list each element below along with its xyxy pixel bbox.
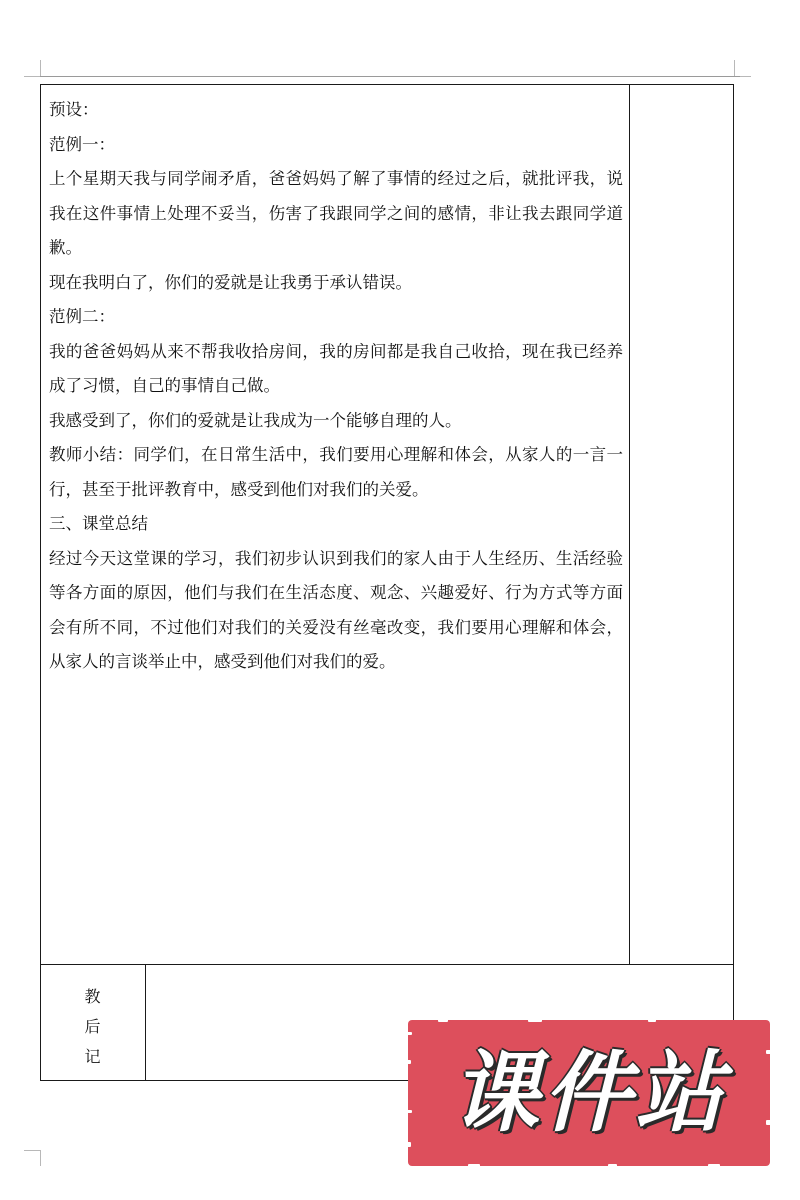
- paragraph-preset: 预设：: [49, 100, 99, 119]
- paragraph-example-2-heading: 范例二：: [49, 307, 115, 326]
- section-heading-summary: 三、课堂总结: [49, 514, 148, 533]
- label-char: 记: [84, 1047, 101, 1066]
- table-divider-right: [629, 84, 630, 964]
- watermark-stamp: [408, 1020, 770, 1166]
- crop-mark: [40, 1150, 41, 1166]
- paragraph-teacher-summary: 教师小结：同学们，在日常生活中，我们要用心理解和体会，从家人的一言一行，甚至于批评教育中，感受到他们对我们的关爱。: [49, 445, 623, 499]
- paragraph-class-summary: 经过今天这堂课的学习，我们初步认识到我们的家人由于人生经历、生活经验等各方面的原因，他们与我们在生活态度、观念、兴趣爱好、行为方式等方面会有所不同，不过他们对我们的关爱没有丝毫改变，我们要用心理解和体会，从家人的言谈举止中，感受到他们对我们的爱。: [49, 548, 623, 671]
- crop-mark: [40, 60, 41, 76]
- page-top-rule: [40, 76, 740, 77]
- paragraph-example-2-body: 我的爸爸妈妈从来不帮我收拾房间，我的房间都是我自己收拾，现在我已经养成了习惯，自己的事情自己做。: [49, 341, 623, 395]
- watermark-text: 课件站: [450, 1041, 727, 1144]
- paragraph-example-2-conclusion: 我感受到了，你们的爱就是让我成为一个能够自理的人。: [49, 410, 462, 430]
- crop-mark: [734, 60, 735, 76]
- post-teaching-notes-label: [40, 982, 145, 1072]
- paragraph-example-1-heading: 范例一：: [49, 134, 115, 154]
- lesson-content: [49, 93, 623, 680]
- label-char: 教: [84, 987, 101, 1006]
- paragraph-example-1-body: 上个星期天我与同学闹矛盾，爸爸妈妈了解了事情的经过之后，就批评我，说我在这件事情上处理不妥当，伤害了我跟同学之间的感情，非让我去跟同学道歉。: [49, 169, 623, 257]
- table-divider-label: [145, 964, 146, 1081]
- crop-mark: [24, 1150, 40, 1151]
- crop-mark: [24, 76, 40, 77]
- label-char: 后: [84, 1017, 101, 1036]
- paragraph-example-1-conclusion: 现在我明白了，你们的爱就是让我勇于承认错误。: [49, 272, 412, 292]
